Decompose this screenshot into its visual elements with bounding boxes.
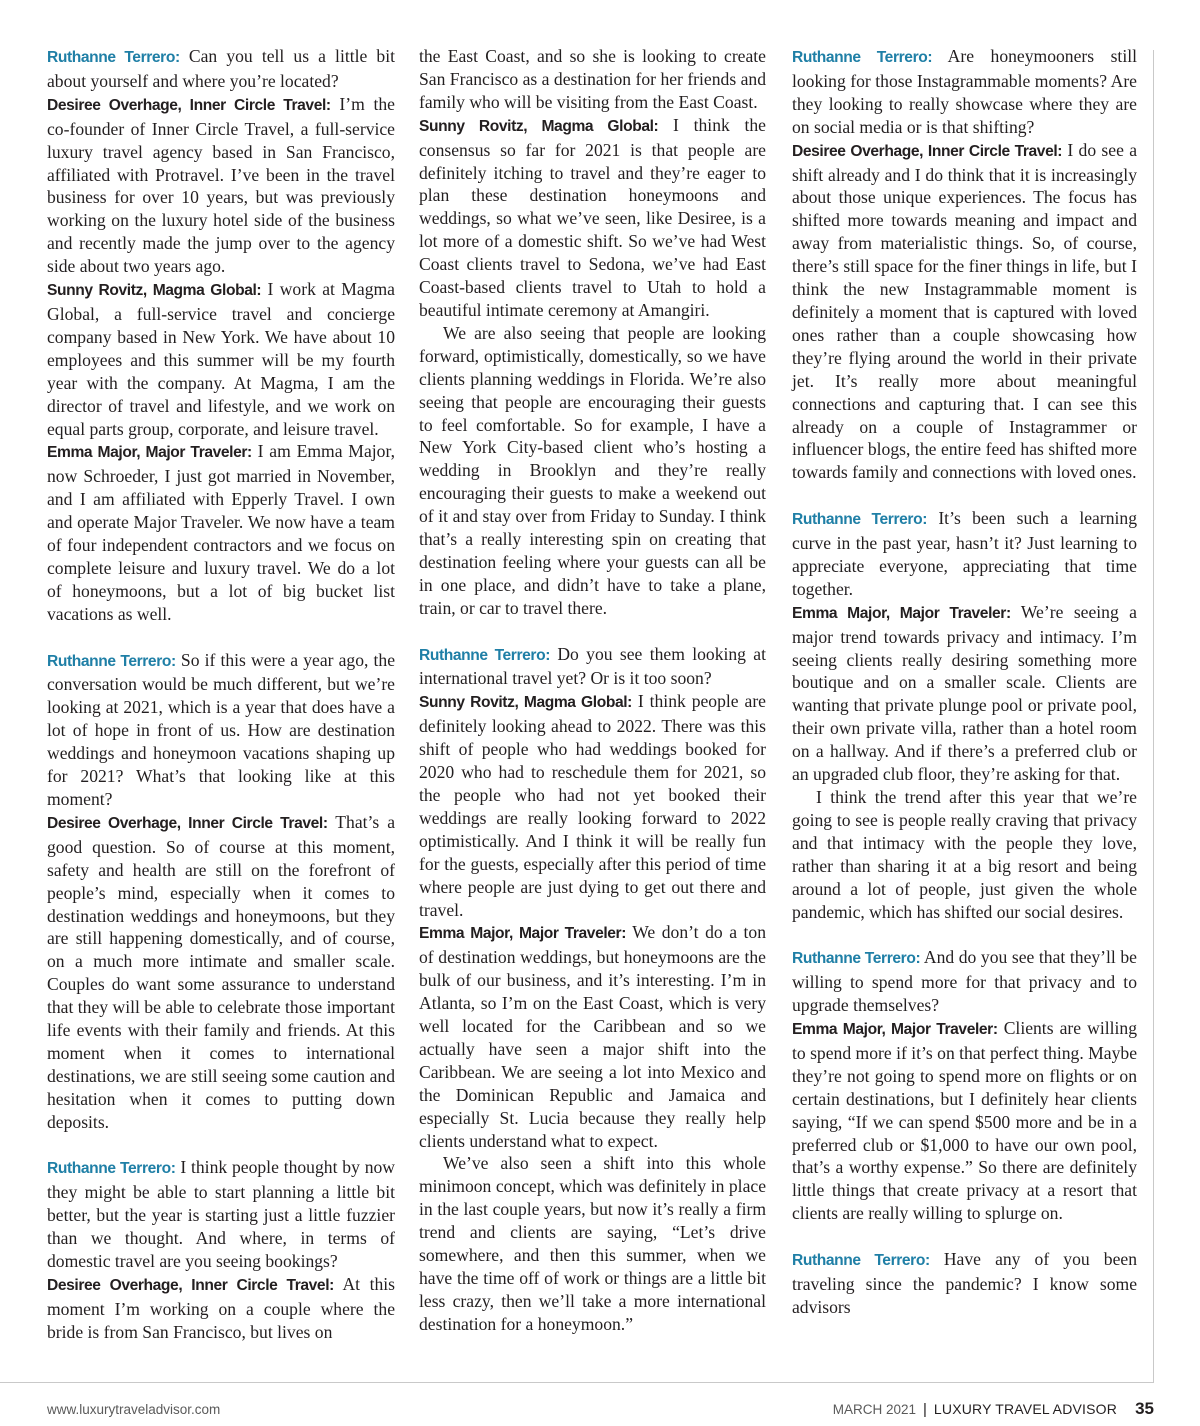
- paragraph-text: That’s a good question. So of course at this moment, safety and health are still on the forefront of people’s mind, especially when it comes to destination weddings and honeymoons, but they are still happening domestically, and of course, on a much more intimate and smaller scale. Couples do want some assurance to understand that they will be able to celebrate those important life events with their family and friends. At this moment when it comes to international destinations, we are still seeing some caution and hesitation when it comes to putting down deposits.: [47, 811, 395, 1132]
- paragraph-text: At this moment I’m working on a couple where the bride is from San Francisco, but lives on: [47, 1274, 395, 1342]
- article-paragraph: [792, 1017, 1137, 1225]
- speaker-name: Sunny Rovitz, Magma Global:: [419, 117, 659, 135]
- article-column-2: [419, 45, 766, 1336]
- paragraph-text: I think the consensus so far for 2021 is that people are definitely itching to travel and they’re eager to plan these destination honeymoons and weddings, so what we’ve seen, like Desiree, is a lot more of a domestic shift. So we’ve had West Coast clients travel to Sedona, we’ve had East Coast-based clients travel to Utah to hold a beautiful intimate ceremony at Amangiri.: [419, 114, 766, 320]
- speaker-name: Desiree Overhage, Inner Circle Travel:: [47, 814, 328, 832]
- article-paragraph: [792, 601, 1137, 786]
- paragraph-text: Can you tell us a little bit about yourself and where you’re located?: [47, 46, 395, 91]
- paragraph-text: Do you see them looking at international travel yet? Or is it too soon?: [419, 643, 766, 689]
- footer-website-url: www.luxurytraveladvisor.com: [47, 1402, 221, 1417]
- speaker-name: Emma Major, Major Traveler:: [792, 1021, 998, 1039]
- paragraph-text: I think people are definitely looking ahead to 2022. There was this shift of people who had weddings booked for 2020 who had to reschedule them for 2021, so the people who had not yet booked their weddings are really looking forward to 2022 optimistically. And I think it will be really fun for the guests, especially after this period of time where people are just dying to get out there and travel.: [419, 691, 766, 920]
- paragraph-text: We don’t do a ton of destination weddings, but honeymoons are the bulk of our business, and it’s interesting. I’m in Atlanta, so I’m on the East Coast, which is very well located for the Caribbean and so we actually have seen a major shift into the Caribbean. We are seeing a lot into Mexico and the Dominican Republic and Jamaica and especially St. Lucia because they really help clients understand what to expect.: [419, 922, 767, 1151]
- article-paragraph: [419, 921, 766, 1152]
- article-paragraph: [47, 649, 395, 811]
- article-paragraph: [792, 45, 1137, 139]
- footer-divider: [0, 1382, 1154, 1383]
- article-paragraph: [419, 690, 766, 921]
- article-paragraph: [47, 45, 395, 93]
- paragraph-text: I do see a shift already and I do think that it is increasingly about those unique experiences. The focus has shifted more towards meaning and impact and away from materialistic things. So, of course, there’s still space for the finer things in life, but I think the new Instagrammable moment is definitely a moment that is captured with loved ones rather than a couple showcasing how they’re flying around the world in their private jet. It’s really more about meaningful connections and capturing that. I can see this already on a couple of Instagrammer or influencer blogs, the entire feed has shifted more towards family and connections with loved ones.: [792, 139, 1137, 483]
- article-paragraph: [419, 45, 766, 114]
- speaker-name: Sunny Rovitz, Magma Global:: [47, 282, 262, 300]
- paragraph-text: And do you see that they’ll be willing to spend more for that privacy and to upgrade themselves?: [792, 947, 1137, 1016]
- interviewer-name: Ruthanne Terrero:: [792, 49, 933, 66]
- footer-publication-name: LUXURY TRAVEL ADVISOR: [933, 1401, 1118, 1417]
- paragraph-text: It’s been such a learning curve in the past year, hasn’t it? Just learning to appreciate everyone, appreciating that time together.: [792, 508, 1137, 599]
- paragraph-text: I work at Magma Global, a full-service travel and concierge company based in New York. We have about 10 employees and this summer will be my fourth year with the company. At Magma, I am the director of travel and lifestyle, and we work on equal parts group, corporate, and leisure travel.: [47, 279, 395, 439]
- paragraph-text: We are also seeing that people are looking forward, optimistically, domestically, so we have clients planning weddings in Florida. We’re also seeing that people are encouraging their guests to feel comfortable. So for example, I have a New York City-based client who’s hosting a wedding in Brooklyn and they’re really encouraging their guests to make a weekend out of it and stay over from Friday to Sunday. I think that’s a really interesting spin on creating that destination feeling where your guests can all be in one place, and didn’t have to take a plane, train, or car to travel there.: [419, 322, 766, 618]
- article-column-3: [792, 45, 1137, 1319]
- article-paragraph: [792, 786, 1137, 923]
- article-paragraph: [792, 507, 1137, 601]
- page-number: 35: [1135, 1399, 1154, 1418]
- interviewer-name: Ruthanne Terrero:: [47, 652, 176, 670]
- speaker-name: Emma Major, Major Traveler:: [792, 604, 1011, 622]
- paragraph-text: So if this were a year ago, the conversation would be much different, but we’re looking at 2021, which is a year that does have a lot of hope in front of us. How are destination weddings and honeymoon vacations shaping up for 2021? What’s that looking like at this moment?: [47, 649, 396, 809]
- paragraph-text: We’ve also seen a shift into this whole minimoon concept, which was definitely in place in the last couple years, but now it’s really a firm trend and clients are saying, “Let’s drive somewhere, and then this summer, when we have the time off of work or things are a little bit less crazy, then we’ll take a more international destination for a honeymoon.”: [419, 1153, 766, 1334]
- article-paragraph: [47, 440, 395, 625]
- article-paragraph: [47, 1156, 395, 1273]
- footer-separator: |: [923, 1401, 927, 1418]
- footer-issue-date: MARCH 2021: [832, 1402, 916, 1417]
- article-paragraph: [419, 643, 766, 691]
- paragraph-text: I think the trend after this year that we’re going to see is people really craving that privacy and that intimacy with the people they love, rather than sharing it at a big resort and being around a lot of people, just given the whole pandemic, which has shifted our social desires.: [792, 786, 1137, 922]
- article-paragraph: [419, 1152, 766, 1335]
- paragraph-text: I’m the co-founder of Inner Circle Travel, a full-service luxury travel agency based in San Francisco, affiliated with Protravel. I’ve been in the travel business for over 10 years, but was previously working on the luxury hotel side of the business and recently made the jump over to the agency side about two years ago.: [47, 93, 395, 277]
- article-paragraph: [792, 139, 1137, 485]
- article-paragraph: [47, 1273, 395, 1344]
- speaker-name: Desiree Overhage, Inner Circle Travel:: [47, 96, 331, 114]
- interviewer-name: Ruthanne Terrero:: [792, 950, 921, 968]
- article-paragraph: [47, 811, 395, 1134]
- article-paragraph: [419, 114, 766, 322]
- article-paragraph: [792, 946, 1137, 1017]
- speaker-name: Emma Major, Major Traveler:: [47, 444, 252, 462]
- article-paragraph: [792, 1248, 1137, 1319]
- interviewer-name: Ruthanne Terrero:: [47, 49, 180, 66]
- paragraph-text: I think people thought by now they might be able to start planning a little bit better, but the year is starting just a little fuzzier than we thought. And where, in terms of domestic travel are you seeing bookings?: [47, 1157, 395, 1272]
- interviewer-name: Ruthanne Terrero:: [419, 646, 551, 664]
- speaker-name: Desiree Overhage, Inner Circle Travel:: [47, 1277, 334, 1294]
- interviewer-name: Ruthanne Terrero:: [792, 1252, 930, 1270]
- paragraph-text: I am Emma Major, now Schroeder, I just got married in November, and I am affiliated with Epperly Travel. I own and operate Major Traveler. We now have a team of four independent contractors and we focus on complete leisure and luxury travel. We do a lot of honeymoons, but a lot of big bucket list vacations as well.: [47, 441, 395, 624]
- column-divider: [1153, 50, 1154, 1382]
- interviewer-name: Ruthanne Terrero:: [47, 1160, 176, 1178]
- article-paragraph: [47, 278, 395, 440]
- footer-folio: [833, 1399, 1154, 1419]
- article-column-1: [47, 45, 395, 1344]
- speaker-name: Sunny Rovitz, Magma Global:: [419, 694, 632, 712]
- article-paragraph: [419, 322, 766, 620]
- speaker-name: Desiree Overhage, Inner Circle Travel:: [792, 142, 1063, 160]
- paragraph-text: Clients are willing to spend more if it’s on that perfect thing. Maybe they’re not going to spend more on flights or on certain destinations, but I definitely hear clients saying, “If we can spend $500 more and be in a preferred club or $1,000 to have our own pool, that’s a worthy expense.” So there are definitely little things that create privacy at a resort that clients are really willing to splurge on.: [792, 1018, 1137, 1224]
- article-paragraph: [47, 93, 395, 278]
- paragraph-text: the East Coast, and so she is looking to create San Francisco as a destination for her friends and family who will be visiting from the East Coast.: [419, 46, 766, 112]
- paragraph-text: Have any of you been traveling since the pandemic? I know some advisors: [792, 1249, 1137, 1317]
- paragraph-text: Are honeymooners still looking for those Instagrammable moments? Are they looking to really showcase where they are on social media or is that shifting?: [792, 46, 1137, 137]
- speaker-name: Emma Major, Major Traveler:: [419, 925, 627, 943]
- paragraph-text: We’re seeing a major trend towards privacy and intimacy. I’m seeing clients really desiring something more boutique and on a smaller scale. Clients are wanting that private plunge pool or private pool, their own private villa, rather than a hotel room on a hallway. And if there’s a preferred club or an upgraded club floor, they’re asking for that.: [792, 601, 1137, 785]
- interviewer-name: Ruthanne Terrero:: [792, 511, 927, 529]
